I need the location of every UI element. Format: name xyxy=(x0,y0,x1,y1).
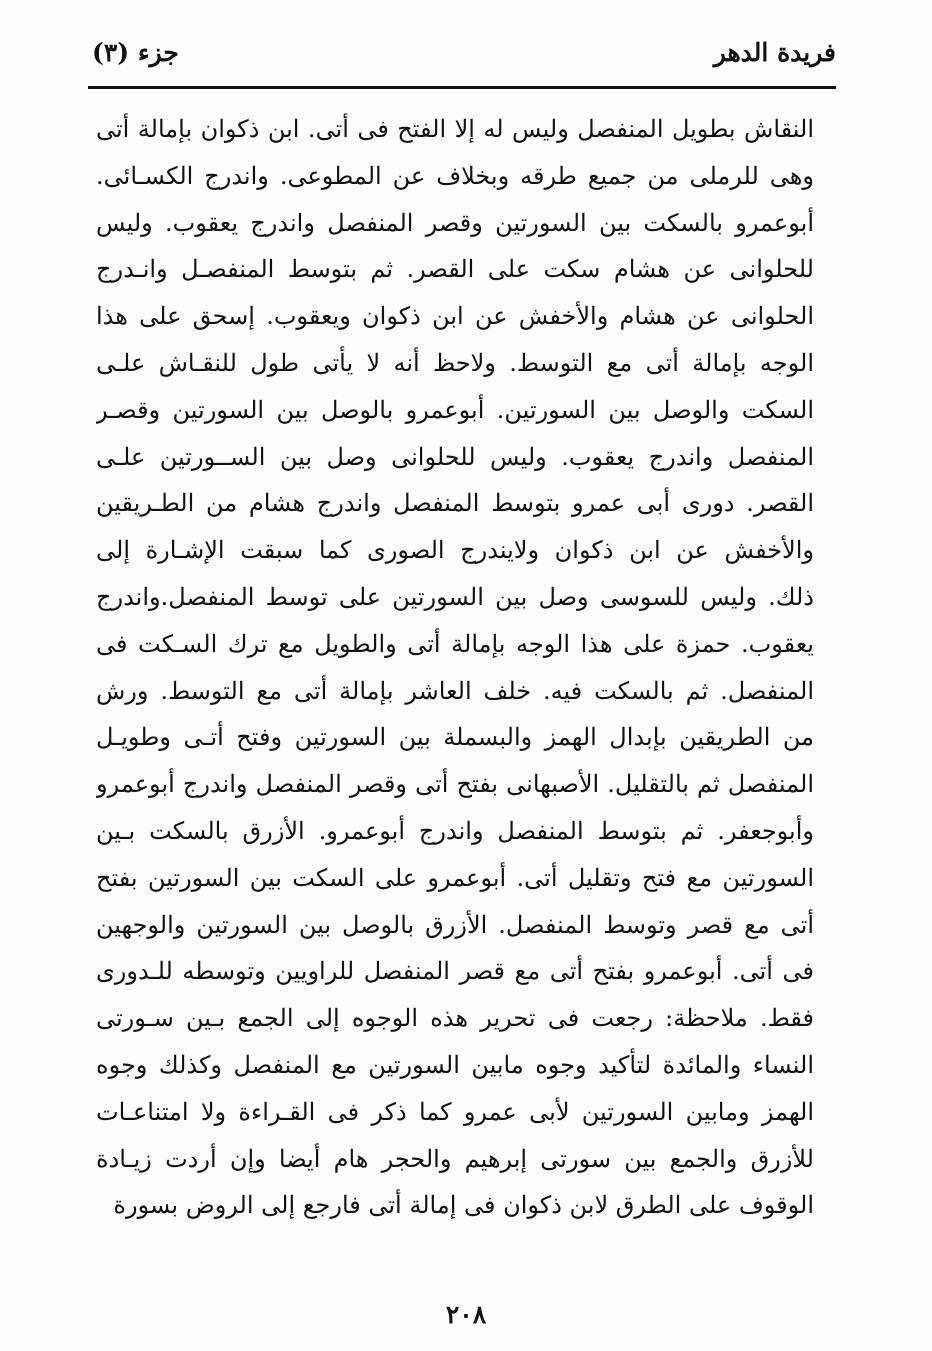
book-title: فريدة الدهر xyxy=(713,38,836,67)
page-number: ٢٠٨ xyxy=(445,1300,487,1329)
volume-number: جزء (٣) xyxy=(92,38,179,67)
header-rule xyxy=(88,86,836,89)
text-line: الوجه بإمالة أتى مع التوسط. ولاحظ أنه لا يأتى طول للنقـاش علـى xyxy=(96,348,814,377)
text-line: أتى مع قصر وتوسط المنفصل. الأزرق بالوصل بين السورتين والوجهين xyxy=(96,910,814,939)
text-line: القصر. دورى أبى عمرو بتوسط المنفصل واندرج هشام من الطـريقين xyxy=(96,489,814,518)
text-line: من الطريقين بإبدال الهمز والبسملة بين السورتين وفتح أتـى وطويـل xyxy=(96,723,814,752)
text-line: المنفصل ثم بالتقليل. الأصبهانى بفتح أتى وقصر المنفصل واندرج أبوعمرو xyxy=(96,770,814,799)
text-line: السورتين مع فتح وتقليل أتى. أبوعمرو على السكت بين السورتين بفتح xyxy=(96,863,814,892)
text-line: فقط. ملاحظة: رجعت فى تحرير هذه الوجوه إلى الجمع بـين سـورتى xyxy=(96,1004,814,1033)
text-line: الوقوف على الطرق لابن ذكوان فى إمالة أتى فارجع إلى الروض بسورة xyxy=(113,1191,814,1220)
text-line: للأزرق والجمع بين سورتى إبرهيم والحجر هام أيضا وإن أردت زيـادة xyxy=(96,1144,814,1173)
text-line: الهمز ومابين السورتين لأبى عمرو كما ذكر فى القـراءة ولا امتناعـات xyxy=(96,1097,814,1126)
text-line: والأخفش عن ابن ذكوان ولايندرج الصورى كما سبقت الإشـارة إلى xyxy=(96,536,814,565)
text-line: الحلوانى عن هشام والأخفش عن ابن ذكوان ويعقوب. إسحق على هذا xyxy=(96,302,814,331)
text-line: السكت والوصل بين السورتين. أبوعمرو بالوصل بين السورتين وقصـر xyxy=(96,395,814,424)
text-line: للحلوانى عن هشام سكت على القصر. ثم بتوسط المنفصـل وانـدرج xyxy=(96,255,814,284)
text-line: المنفصل واندرج يعقوب. وليس للحلوانى وصل بين الســورتين علـى xyxy=(96,442,814,471)
text-line: المنفصل. ثم بالسكت فيه. خلف العاشر بإمالة أتى مع التوسط. ورش xyxy=(96,676,814,705)
text-line: وهى للرملى من جميع طرقه وبخلاف عن المطوعى. واندرج الكسـائى. xyxy=(96,161,814,190)
text-line: فى أتى. أبوعمرو بفتح أتى مع قصر المنفصل للراويين وتوسطه للـدورى xyxy=(96,957,814,986)
text-line: النقاش بطويل المنفصل وليس له إلا الفتح فى أتى. ابن ذكوان بإمالة أتى xyxy=(96,115,814,143)
text-line: النساء والمائدة لتأكيد وجوه مابين السورتين مع المنفصل وكذلك وجوه xyxy=(96,1050,814,1079)
running-header xyxy=(88,32,836,82)
text-line: وأبوجعفر. ثم بتوسط المنفصل واندرج أبوعمرو. الأزرق بالسكت بـين xyxy=(96,816,814,845)
text-line: أبوعمرو بالسكت بين السورتين وقصر المنفصل واندرج يعقوب. وليس xyxy=(96,208,814,237)
text-line: يعقوب. حمزة على هذا الوجه بإمالة أتى والطويل مع ترك السـكت فى xyxy=(96,629,814,658)
body-text xyxy=(96,106,814,1229)
text-line: ذلك. وليس للسوسى وصل بين السورتين على توسط المنفصل.واندرج xyxy=(96,582,814,611)
